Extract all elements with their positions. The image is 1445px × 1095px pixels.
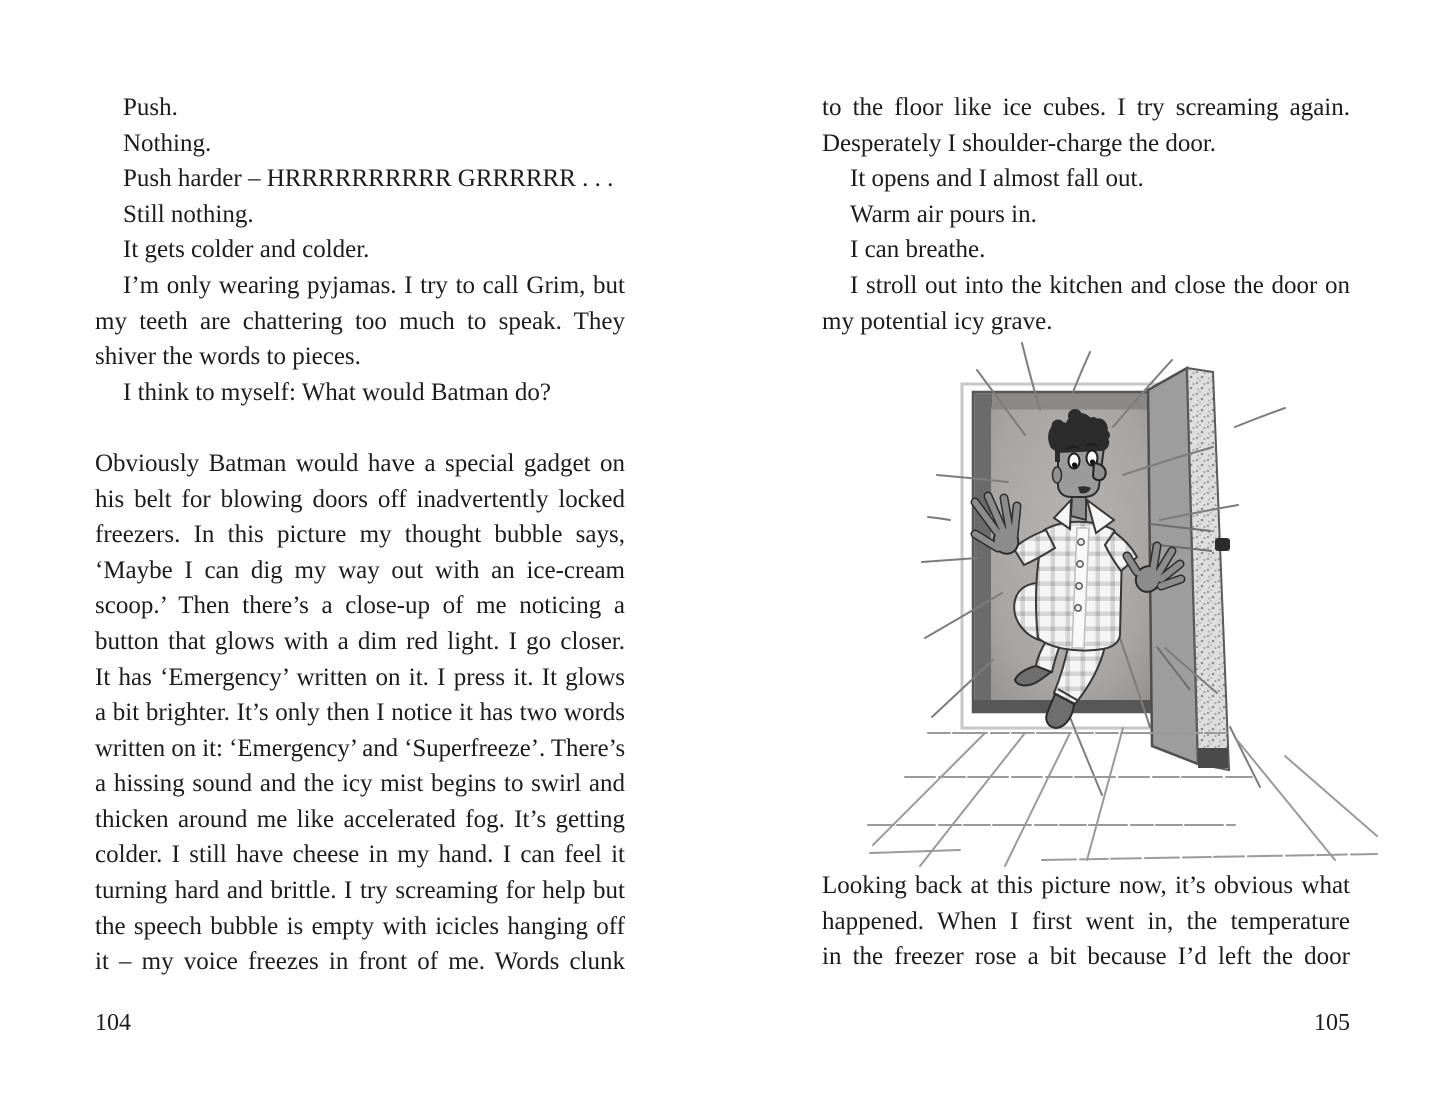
text-line: it – my voice freezes in front of me. Words clunk [95,948,625,976]
page-number-right: 105 [1314,1010,1350,1036]
page-number-left: 104 [95,1010,131,1036]
text-line: Nothing. [123,129,212,157]
page-left-text [95,90,625,980]
text-line: ‘Maybe I can dig my way out with an ice-cream [95,556,625,584]
text-line: I can breathe. [850,236,986,264]
text-line: Still nothing. [123,200,254,228]
blank-line [95,410,625,446]
text-line: button that glows with a dim red light. I go closer. [95,627,625,655]
text-line: turning hard and brittle. I try screaming for help but [95,877,625,905]
text-line: my potential icy grave. [822,307,1053,335]
page-right-text-bottom [822,868,1350,975]
text-line: a bit brighter. It’s only then I notice it has two words [95,699,625,727]
text-line: It has ‘Emergency’ written on it. I press it. It glows [95,663,625,691]
door-handle [1215,538,1230,551]
text-line: It opens and I almost fall out. [850,165,1144,193]
text-line: I stroll out into the kitchen and close the door on [850,271,1350,299]
text-line: the speech bubble is empty with icicles hanging off [95,912,625,940]
text-line: Warm air pours in. [850,200,1037,228]
text-line: colder. I still have cheese in my hand. I can feel it [95,841,625,869]
text-line: happened. When I first went in, the temperature [822,907,1350,935]
freezer-boy-illustration [865,336,1390,868]
text-line: written on it: ‘Emergency’ and ‘Superfreeze’. There’s [95,734,626,762]
floor-tiles [868,728,1377,866]
page-right-text-top [822,90,1350,339]
text-line: Push. [123,94,178,121]
text-line: It gets colder and colder. [123,236,370,264]
text-line: Push harder – HRRRRRRRRRR GRRRRRR . . . [123,165,614,193]
text-line: his belt for blowing doors off inadvertently locked [95,485,625,513]
text-line: scoop.’ Then there’s a close-up of me noticing a [95,592,625,620]
text-line: Looking back at this picture now, it’s obvious what [822,872,1350,899]
text-line: freezers. In this picture my thought bubble says, [95,521,625,549]
text-line: I’m only wearing pyjamas. I try to call Grim, but [123,271,625,299]
text-line: shiver the words to pieces. [95,343,361,371]
text-line: Desperately I shoulder-charge the door. [822,129,1217,157]
text-line: to the floor like ice cubes. I try screaming again. [822,94,1350,121]
text-line: my teeth are chattering too much to speak. They [95,307,625,335]
text-line: Obviously Batman would have a special gadget on [95,449,625,477]
text-line: a hissing sound and the icy mist begins to swirl and [95,770,625,798]
text-line: in the freezer rose a bit because I’d left the door [822,943,1350,971]
text-line: thicken around me like accelerated fog. It’s getting [95,805,625,833]
text-line: I think to myself: What would Batman do? [123,378,551,406]
